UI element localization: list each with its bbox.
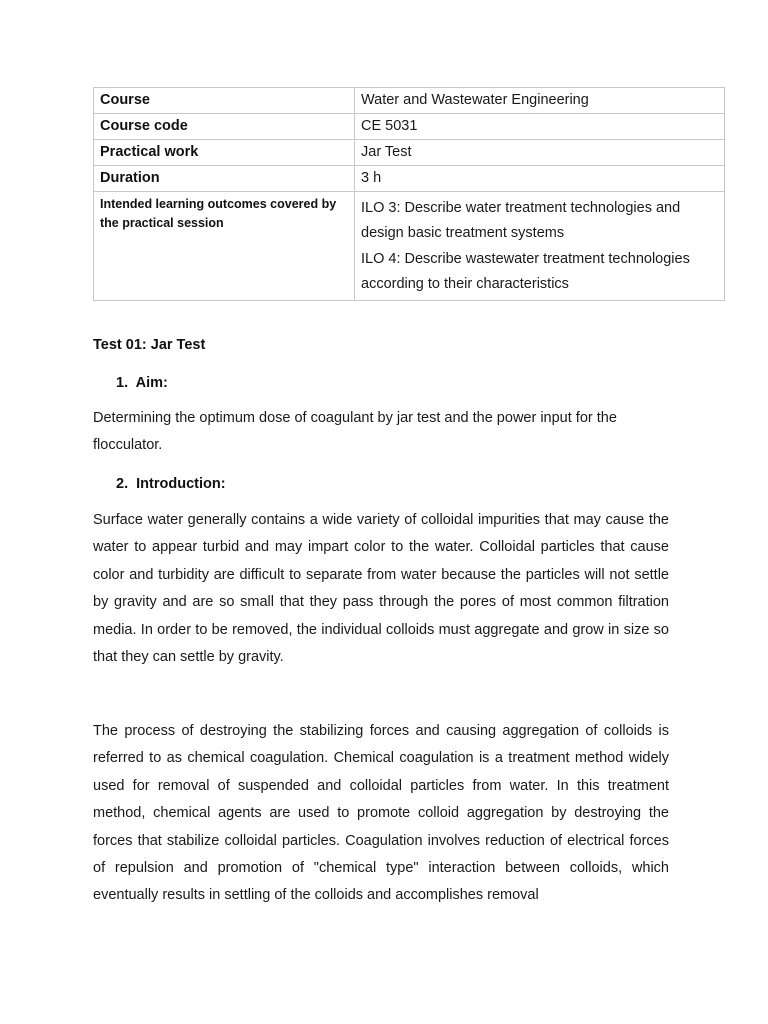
row-label: Course [100, 92, 150, 108]
ilo-item: ILO 4: Describe wastewater treatment technologies according to their characteristics [361, 251, 690, 292]
intro-paragraph-2: The process of destroying the stabilizing forces and causing aggregation of colloids is referred to as chemical coagulation. Chemical coagulation is a treatment method widely used for removal of suspended and colloidal particles from water. In this treatment method, chemical agents are used to promote colloid aggregation by destroying the forces that stabilize colloidal particles. Coagulation involves reduction of electrical forces of repulsion and promotion of "chemical type" interaction between colloids, which eventually results in settling of the colloids and accomplishes removal [93, 723, 669, 904]
row-value: Jar Test [355, 140, 725, 166]
course-info-table [93, 87, 725, 301]
row-value: Water and Wastewater Engineering [355, 88, 725, 114]
course-info-table-wrapper [93, 87, 725, 301]
section-title: Introduction: [136, 476, 226, 492]
row-value: 3 h [355, 166, 725, 192]
test-title: Test 01: Jar Test [93, 337, 206, 353]
section-heading-aim [116, 375, 168, 391]
ilo-item: ILO 3: Describe water treatment technologies and design basic treatment systems [361, 200, 681, 241]
section-number: 2. [116, 476, 129, 492]
table-row-ilo [94, 192, 725, 301]
aim-paragraph: Determining the optimum dose of coagulant by jar test and the power input for the flocculator. [93, 410, 617, 454]
row-label: Practical work [100, 144, 199, 160]
section-title: Aim: [135, 375, 168, 391]
table-row [94, 114, 725, 140]
section-heading-introduction [116, 476, 226, 492]
table-row [94, 140, 725, 166]
table-row [94, 88, 725, 114]
section-number: 1. [116, 375, 129, 391]
row-label: Course code [100, 118, 188, 134]
table-row [94, 166, 725, 192]
intro-paragraph-1: Surface water generally contains a wide variety of colloidal impurities that may cause the water to appear turbid and may impart color to the water. Colloidal particles that cause color and turbidity are difficult to separate from water because the particles will not settle by gravity and are so small that they pass through the pores of most common filtration media. In order to be removed, the individual colloids must aggregate and grow in size so that they can settle by gravity. [93, 512, 669, 666]
row-label: Duration [100, 170, 160, 186]
ilo-label: Intended learning outcomes covered by the practical session [100, 197, 337, 230]
row-value: CE 5031 [355, 114, 725, 140]
